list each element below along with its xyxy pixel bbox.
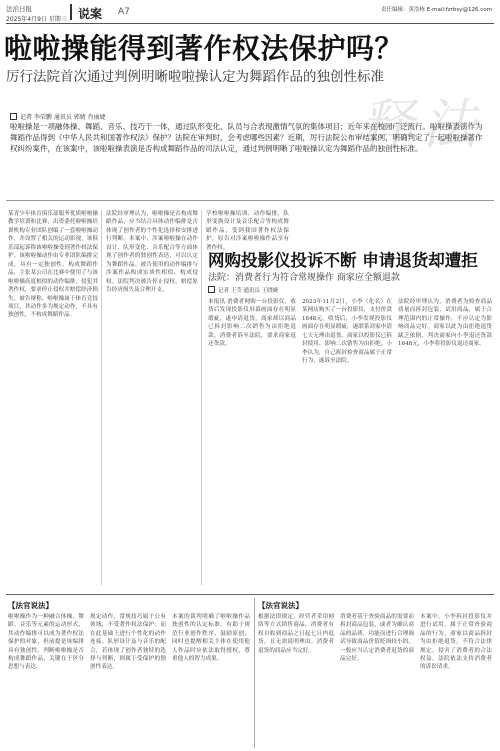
article2-column-2: 2023年11月2日，小李（化名）在某网店购买了一台投影仪，支付价款1648元。收货后，小李发现投影仪画面存在明显瑕疵，遂联系商家申请七天无理由退货。商家以投影仪已拆封使用、影响二次销售为由拒绝。小李认为，自己拆封检查商品属于正常行为，遂诉至法院。 [302, 299, 392, 365]
header-rule [6, 23, 494, 24]
article1-headline: 啦啦操能得到著作权法保护吗？ [4, 32, 404, 65]
lead-rule [6, 200, 494, 201]
commentary2-column-1: 根据法律规定，经营者采用网络等方式销售商品，消费者有权自收到商品之日起七日内退货，且无需说明理由。消费者退货的商品应当完好。 [258, 614, 334, 654]
article1-byline-text: 记者 李荣鹏 通讯员 郭婧 肖丽婕 [20, 114, 106, 121]
section-name: 说案 [78, 7, 103, 21]
article1-column-2: 法院经审理认为，啦啦操是否构成舞蹈作品，应当结合具体动作编排是否体现了创作者的个性化选择和安排进行判断。本案中，涉案啦啦操在动作设计、队形变化、音乐配合等方面体现了创作者的独创性表达，可以认定为舞蹈作品。被告使用的动作编排与涉案作品构成实质性相似，构成侵权。法院判决被告停止侵权，赔偿原告经济损失及合理开支。 [106, 211, 198, 294]
column-divider [201, 210, 202, 585]
commentary2-title: 【法官说法】 [258, 601, 303, 610]
page-number: A7 [118, 7, 130, 17]
article2-byline-text: 记者 王莹 通讯员 王晓婉 [218, 288, 279, 294]
commentary2-column-3: 本案中，小李拆封投影仪并进行试用，属于正常查验商品的行为，商家以商品拆封为由拒绝退货，不符合法律规定，侵害了消费者的合法权益，法院依法支持消费者的诉讼请求。 [420, 614, 492, 671]
article1-column-3: 学校啦啦操培训、动作编排、队形变换设计及音乐配合等构成舞蹈作品，受到我国著作权法保护，原告对涉案啦啦操作品享有著作权。 [206, 211, 289, 251]
commentary1-column-2: 规定动作、常规技巧属于公有领域，不受著作权法保护；而在此基础上进行个性化的动作连接、队形设计及与音乐的配合，若体现了创作者独特的选择与判断，则属于受保护的独创性表达。 [90, 614, 166, 671]
article1-lead: 啦啦操是一项融体操、舞蹈、音乐、技巧于一体，通过队形变化、队员与合表现激情气氛的集体项目；近年来在校园广泛流行。啦啦操表演作为舞蹈作品得到《中华人民共和国著作权法》保护？法院在审判时，会考虑哪些因素？近期，厉行法院公布审结案例，明确判定了一起啦啦操著作权纠纷案件，在该案中，该啦啦操表演是否构成舞蹈作品的司法认定，通过判例明晰了啦啦操认定为舞蹈作品的独创性标准。 [10, 122, 483, 153]
column-divider [101, 210, 102, 585]
byline-box-icon [10, 113, 17, 120]
article1-byline [10, 112, 106, 121]
article1-subheadline: 厉行法院首次通过判例明晰啦啦操认定为舞蹈作品的独创性标准 [6, 69, 384, 85]
byline-box-icon [208, 286, 215, 293]
column-watermark: 释法 [360, 93, 484, 156]
article2-headline: 网购投影仪投诉不断 申请退货却遭拒 [208, 251, 478, 270]
commentary2-column-2: 消费者基于查验商品的需要而拆封商品包装，或者为确认商品的品质、功能而进行合理调试导致商品价值贬损较小的，一般应当认定消费者退货的商品完好。 [340, 614, 414, 663]
commentary1-column-3: 本案的裁判明确了啦啦操作品独创性的认定标准，有助于规范行业创作秩序，鼓励原创，同时也提醒相关主体在使用他人作品时应依法取得授权，尊重他人的智力成果。 [172, 614, 250, 663]
editor-credits: 责任编辑：黄浩栋 E-mail:fzrbsy@126.com [380, 7, 492, 13]
section-divider [70, 4, 72, 20]
article2-subheadline: 法院：消费者行为符合常规操作 商家应全额退款 [208, 273, 400, 283]
commentary1-column-1: 啦啦操作为一种融合体操、舞蹈、音乐等元素的运动形式，其动作编排可以成为著作权法保护的对象，但前提是该编排具有独创性。判断啦啦操是否构成舞蹈作品，关键在于区分思想与表达。 [8, 614, 84, 671]
commentary1-title: 【法官说法】 [8, 601, 53, 610]
article2-column-1: 本报讯 消费者网购一台投影仪，收货后发现投影仪屏幕画面存在明显瑕疵，遂申请退货，商家却以商品已拆封影响二次销售为由拒绝退款。消费者诉至法院，要求商家退还货款。 [208, 299, 296, 348]
article1-column-1: 某青少年体育俱乐部服务优质啦啦操教学培训和比赛，出资委托啦啦操培训机构专业团队创编了一套啦啦操动作，并设置了相关的运动影视，该俱乐部起诉称该啦啦操受到著作权法保护。该啦啦操动作由专业团队编排完成，具有一定独创性，构成舞蹈作品，主张某公司在比赛中使用了与该啦啦操高度相似的动作编排，侵犯其著作权，要求停止侵权并赔偿经济损失。被告辩称，啦啦操属于体育竞技项目，其动作多为规定动作，不具有独创性，不构成舞蹈作品。 [8, 211, 98, 319]
article2-byline [208, 286, 278, 294]
commentary-rule [6, 594, 494, 595]
commentary-divider [254, 598, 255, 748]
publication-name: 法治日报 [6, 5, 32, 13]
issue-date: 2025年4月9日 星期三 [6, 16, 67, 23]
article2-column-3: 法院经审理认为，消费者为检查商品质量而拆封包装、试用商品，属于合理范围内的正常操作，不应认定为影响商品完好。商家以此为由拒绝退货缺乏依据，判决商家向小李退还货款1648元，小李将投影仪退还商家。 [398, 299, 492, 348]
